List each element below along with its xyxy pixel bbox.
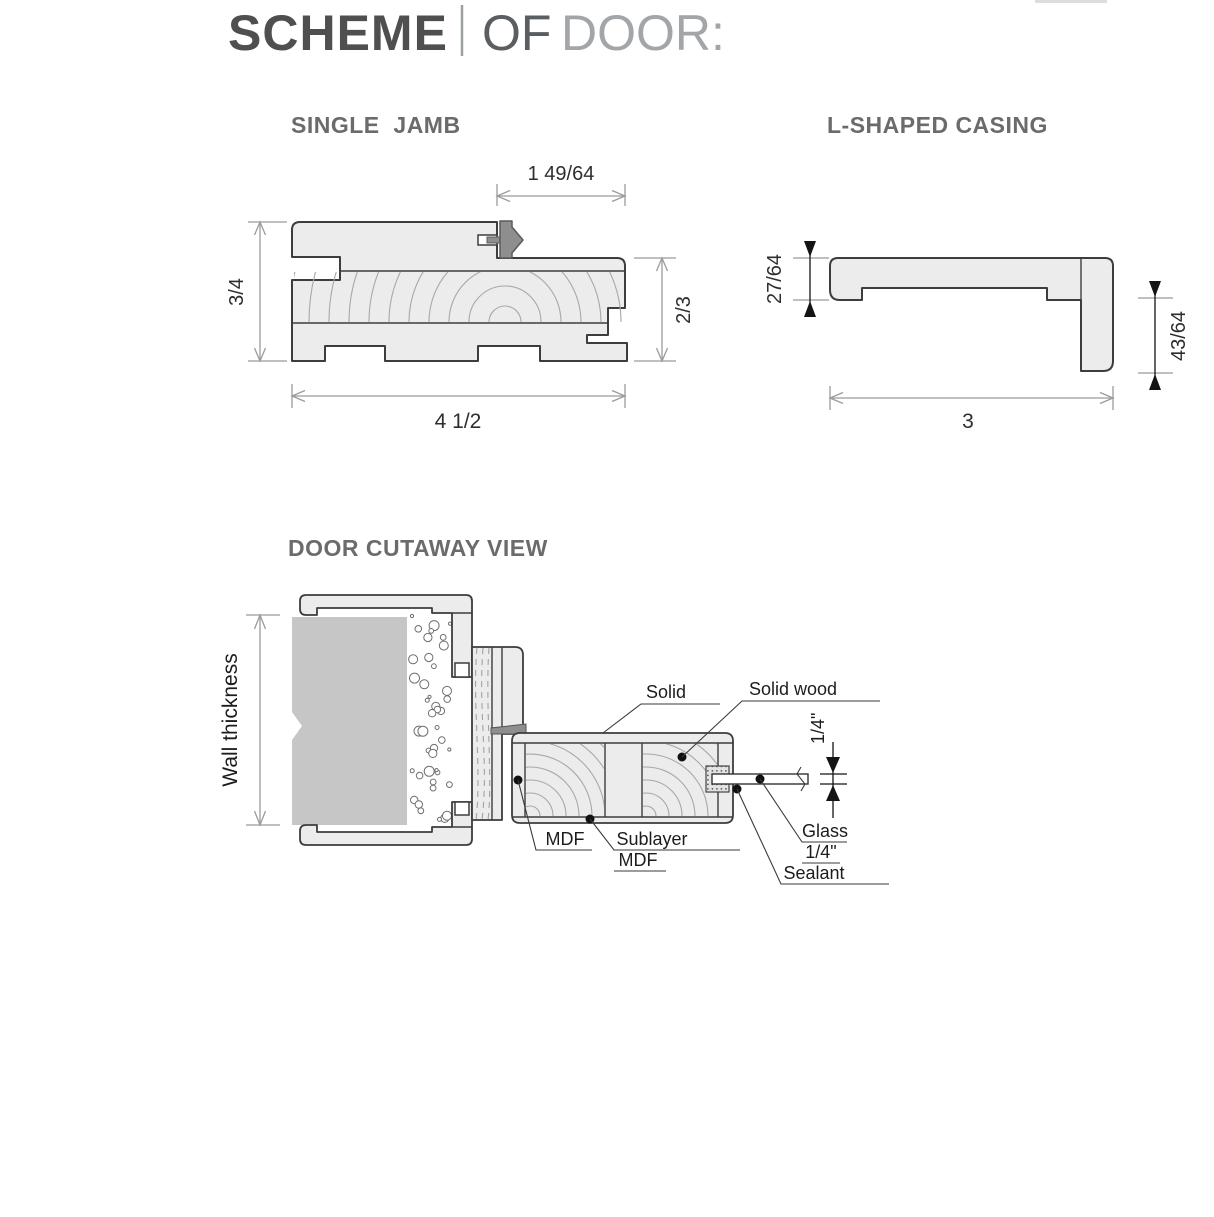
- l-casing-title: L-SHAPED CASING: [827, 112, 1048, 138]
- wall-thickness-dim: [219, 615, 280, 825]
- jamb-dim-bottom-value: 4 1/2: [434, 410, 482, 433]
- single-jamb-section: [226, 106, 721, 433]
- title-tertiary: DOOR:: [561, 5, 725, 61]
- glass-thickness-dim: [808, 713, 847, 818]
- callout-solid: Solid: [645, 682, 687, 702]
- jamb-dim-right-value: 2/3: [673, 296, 695, 324]
- cropped-artifact: [1035, 0, 1107, 3]
- title-secondary: OF: [482, 5, 552, 61]
- top-casing-slot: [455, 663, 469, 677]
- single-jamb-title: SINGLE JAMB: [291, 112, 461, 138]
- bottom-casing-slot: [455, 802, 469, 815]
- jamb-dim-right: [634, 258, 695, 361]
- main-title: [228, 5, 725, 61]
- callout-glass-line2: 1/4": [805, 842, 837, 862]
- casing-dim-right-value: 43/64: [1168, 310, 1190, 362]
- cutaway-title: DOOR CUTAWAY VIEW: [288, 535, 548, 561]
- wall-thickness-label: Wall thickness: [219, 653, 242, 787]
- cutaway-section: [219, 535, 889, 884]
- casing-dim-bottom-value: 3: [962, 410, 974, 433]
- l-casing-profile: [830, 258, 1113, 371]
- callout-sealant: Sealant: [783, 863, 845, 883]
- casing-dim-left-value: 27/64: [764, 253, 786, 305]
- callout-sublayer-line2: MDF: [618, 850, 658, 870]
- glass-dim-value: 1/4": [808, 712, 828, 744]
- jamb-dim-top: [497, 163, 625, 206]
- foam-bubbles: [409, 614, 453, 822]
- jamb-profile: [292, 222, 627, 361]
- wall-section: [292, 617, 407, 825]
- callout-sublayer-line1: Sublayer: [616, 829, 688, 849]
- l-casing-section: [764, 112, 1190, 433]
- jamb-dim-bottom: [292, 384, 625, 433]
- casing-dim-right: [1138, 281, 1190, 390]
- callout-solid-wood: Solid wood: [748, 679, 838, 699]
- jamb-dim-left-value: 3/4: [226, 278, 248, 306]
- jamb-dim-top-value: 1 49/64: [527, 163, 595, 185]
- casing-dim-bottom: [830, 386, 1113, 433]
- casing-dim-left: [764, 241, 829, 317]
- callout-mdf: MDF: [545, 829, 585, 849]
- clip-arrow-seal: [500, 221, 523, 258]
- title-primary: SCHEME: [228, 5, 448, 61]
- callout-glass-line1: Glass: [801, 821, 849, 841]
- jamb-dim-left: [226, 222, 287, 361]
